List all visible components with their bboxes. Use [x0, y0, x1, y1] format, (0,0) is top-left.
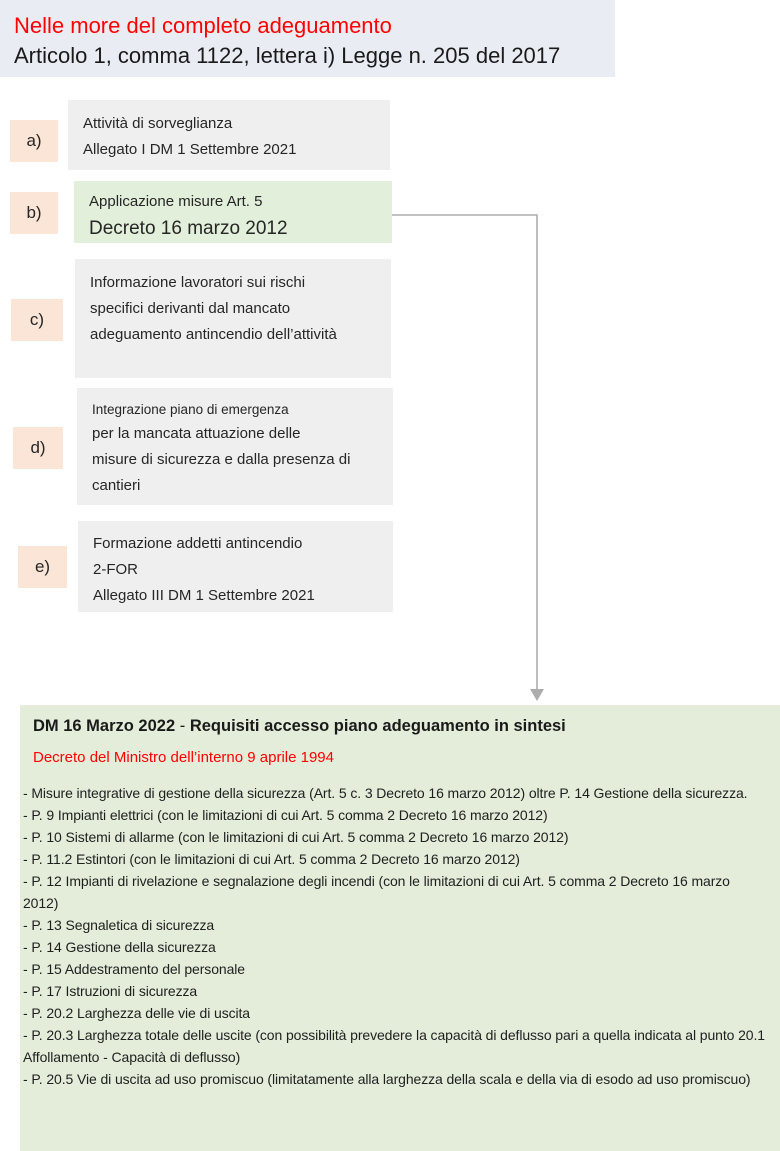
row-box-c-line: adeguamento antincendio dell’attività — [90, 326, 337, 343]
row-box-c-line: specifici derivanti dal mancato — [90, 300, 291, 317]
summary-title-right: Requisiti accesso piano adeguamento in sintesi — [189, 717, 566, 735]
summary-item: - P. 20.5 Vie di uscita ad uso promiscuo (limitatamente alla larghezza della scala e della via di esodo ad uso promiscuo) — [23, 1071, 751, 1087]
row-box-e-line: Formazione addetti antincendio — [93, 535, 303, 552]
row-box-a-line: Attività di sorveglianza — [83, 115, 233, 132]
row-box-b — [74, 181, 392, 243]
row-label-c: c) — [11, 299, 63, 341]
row-box-e — [78, 521, 393, 612]
row-label-d: d) — [13, 427, 63, 469]
summary-box — [20, 705, 780, 1151]
summary-item-list — [23, 782, 768, 1090]
row-label-a: a) — [10, 120, 58, 162]
row-box-d — [77, 388, 393, 505]
summary-item: - P. 15 Addestramento del personale — [23, 961, 245, 977]
row-box-d-line: Integrazione piano di emergenza — [92, 402, 289, 417]
row-box-d-line: cantieri — [92, 477, 141, 494]
row-box-a-line: Allegato I DM 1 Settembre 2021 — [83, 141, 297, 158]
row-box-c — [75, 259, 391, 378]
row-box-e-line: Allegato III DM 1 Settembre 2021 — [93, 587, 315, 604]
summary-item: - P. 14 Gestione della sicurezza — [23, 939, 216, 955]
summary-item: - P. 10 Sistemi di allarme (con le limitazioni di cui Art. 5 comma 2 Decreto 16 marzo 2012) — [23, 829, 569, 845]
summary-item: - P. 9 Impianti elettrici (con le limitazioni di cui Art. 5 comma 2 Decreto 16 marzo 2012) — [23, 807, 548, 823]
row-box-a — [68, 100, 390, 170]
summary-item: - P. 17 Istruzioni di sicurezza — [23, 983, 198, 999]
row-box-d-line: per la mancata attuazione delle — [92, 425, 301, 442]
summary-title-left: DM 16 Marzo 2022 — [33, 717, 176, 735]
row-box-c-line: Informazione lavoratori sui rischi — [90, 274, 306, 291]
header-subtitle: Articolo 1, comma 1122, lettera i) Legge n. 205 del 2017 — [14, 43, 561, 68]
summary-item: - Misure integrative di gestione della sicurezza (Art. 5 c. 3 Decreto 16 marzo 2012) oltre P. 14 Gestione della sicurezza. — [23, 785, 748, 801]
summary-subtitle: Decreto del Ministro dell’interno 9 aprile 1994 — [33, 749, 334, 766]
row-box-e-line: 2-FOR — [93, 561, 138, 578]
row-box-b-line: Applicazione misure Art. 5 — [89, 193, 263, 210]
summary-item: - P. 20.3 Larghezza totale delle uscite (con possibilità prevedere la capacità di deflusso pari a quella indicata al punto 20.1 Affollamento - Capacità di deflusso) — [23, 1027, 765, 1065]
summary-item: - P. 20.2 Larghezza delle vie di uscita — [23, 1005, 250, 1021]
row-label-e: e) — [18, 546, 67, 588]
header-box — [0, 0, 615, 77]
row-box-d-line: misure di sicurezza e dalla presenza di — [92, 451, 351, 468]
summary-item: - P. 13 Segnaletica di sicurezza — [23, 917, 215, 933]
summary-item: - P. 12 Impianti di rivelazione e segnalazione degli incendi (con le limitazioni di cui Art. 5 comma 2 Decreto 16 marzo 2012) — [23, 873, 730, 911]
summary-title-separator: - — [175, 717, 190, 735]
row-box-b-line: Decreto 16 marzo 2012 — [89, 218, 288, 239]
header-title: Nelle more del completo adeguamento — [14, 13, 392, 38]
row-label-b: b) — [10, 192, 58, 234]
summary-title — [33, 717, 768, 736]
summary-item: - P. 11.2 Estintori (con le limitazioni di cui Art. 5 comma 2 Decreto 16 marzo 2012) — [23, 851, 520, 867]
